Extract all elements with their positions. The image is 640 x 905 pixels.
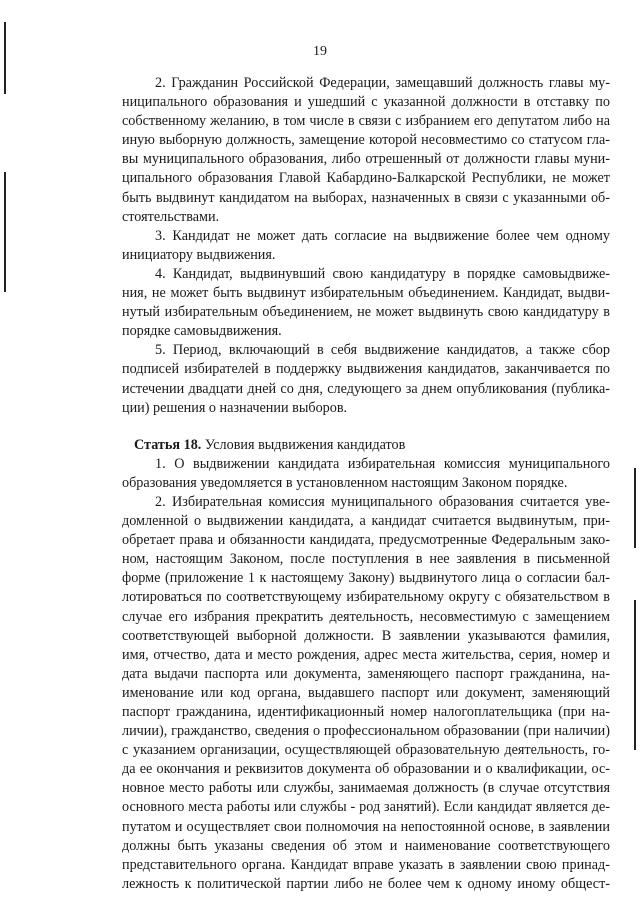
- text-line: представительного органа. Кандидат вправе указать в заявлении свою принад-: [122, 856, 610, 873]
- left-margin-mark: [4, 172, 6, 292]
- text-line: 2. Избирательная комиссия муниципального образования считается уве-: [155, 493, 610, 510]
- text-line: дата выдачи паспорта или документа, заменяющего паспорт гражданина, на-: [122, 665, 610, 682]
- text-line: подписей избирателей в поддержку выдвижения кандидатов, заканчивается по: [122, 361, 610, 378]
- article-title: Условия выдвижения кандидатов: [204, 436, 406, 453]
- text-line: стоятельствами.: [122, 208, 220, 225]
- text-line: с указанием организации, осуществляющей образовательную деятельность, го-: [122, 742, 610, 759]
- text-line: личии), гражданство, сведения о профессиональном образовании (при наличии): [122, 723, 610, 740]
- right-margin-mark: [634, 600, 636, 750]
- text-line: новное место работы или службы, занимаемая должность (в случае отсутствия: [122, 780, 610, 797]
- text-line: лотироваться по соответствующему избирательному округу с обязательством в: [122, 589, 610, 606]
- article-heading: [122, 436, 610, 455]
- text-line: имя, отчество, дата и место рождения, адрес места жительства, серия, номер и: [122, 646, 610, 663]
- text-line: путатом и осуществляет свои полномочия на непостоянной основе, в заявлении: [122, 818, 610, 835]
- text-line: именование или код органа, выдавшего паспорт или документ, заменяющий: [122, 684, 610, 701]
- text-line: 5. Период, включающий в себя выдвижение кандидатов, а также сбор: [155, 342, 610, 359]
- text-line: основного места работы или службы - род занятий). Если кандидат является де-: [122, 799, 610, 816]
- text-line: инициатору выдвижения.: [122, 246, 276, 263]
- text-line: ции) решения о назначении выборов.: [122, 399, 348, 416]
- text-line: лежность к политической партии либо не более чем к одному иному общест-: [122, 875, 610, 892]
- body-text: [122, 74, 610, 894]
- paragraphs-article-18: [122, 455, 610, 894]
- text-line: ципального образования Главой Кабардино-Балкарской Республики, не может: [122, 170, 610, 187]
- text-line: порядке самовыдвижения.: [122, 323, 282, 340]
- text-line: обретает права и обязанности кандидата, предусмотренные Федеральным зако-: [122, 532, 610, 549]
- text-line: форме (приложение 1 к настоящему Закону) выдвинутого лица о согласии бал-: [122, 570, 610, 587]
- text-line: 4. Кандидат, выдвинувший свою кандидатуру в порядке самовыдвиже-: [155, 265, 610, 282]
- text-line: паспорт гражданина, идентификационный номер налогоплательщика (при на-: [122, 704, 610, 720]
- text-line: соответствующей выборной должности. В заявлении указываются фамилия,: [122, 627, 610, 644]
- text-line: образования уведомляется в установленном настоящим Законом порядке.: [122, 474, 568, 491]
- text-line: ния, не может быть выдвинут избирательным объединением. Кандидат, выдви-: [122, 285, 610, 302]
- text-line: ном, настоящим Законом, после поступления в нее заявления в письменной: [122, 551, 610, 568]
- text-line: истечении двадцати дней со дня, следующего за днем опубликования (публика-: [122, 380, 610, 397]
- text-line: быть выдвинут кандидатом на выборах, назначенных в связи с указанными об-: [122, 189, 610, 206]
- text-line: да ее окончания и реквизитов документа об образовании и о квалификации, ос-: [122, 761, 610, 778]
- text-line: собственному желанию, в том числе в связи с избранием его депутатом либо на: [122, 113, 610, 130]
- text-line: домленной о выдвижении кандидата, а кандидат считается выдвинутым, при-: [122, 513, 610, 530]
- text-line: вы муниципального образования, либо отрешенный от должности главы муни-: [122, 151, 610, 168]
- right-margin-mark: [634, 468, 636, 548]
- text-line: ниципального образования и ушедший с указанной должности в отставку по: [122, 94, 610, 111]
- paragraphs-article-17: [122, 74, 610, 418]
- text-line: нутый избирательным объединением, не может выдвинуть свою кандидатуру в: [122, 304, 610, 321]
- text-line: должны быть указаны сведения об этом и наименование соответствующего: [122, 837, 610, 854]
- page-number: 19: [313, 44, 327, 59]
- text-line: 3. Кандидат не может дать согласие на выдвижение более чем одному: [155, 227, 610, 244]
- text-line: 1. О выдвижении кандидата избирательная комиссия муниципального: [155, 455, 610, 472]
- article-number: Статья 18.: [134, 436, 202, 453]
- text-line: иную выборную должность, замещение которой несовместимо со статусом гла-: [122, 132, 610, 149]
- text-line: случае его избрания прекратить деятельность, несовместимую с замещением: [122, 608, 610, 625]
- text-line: 2. Гражданин Российской Федерации, замещавший должность главы му-: [155, 75, 610, 91]
